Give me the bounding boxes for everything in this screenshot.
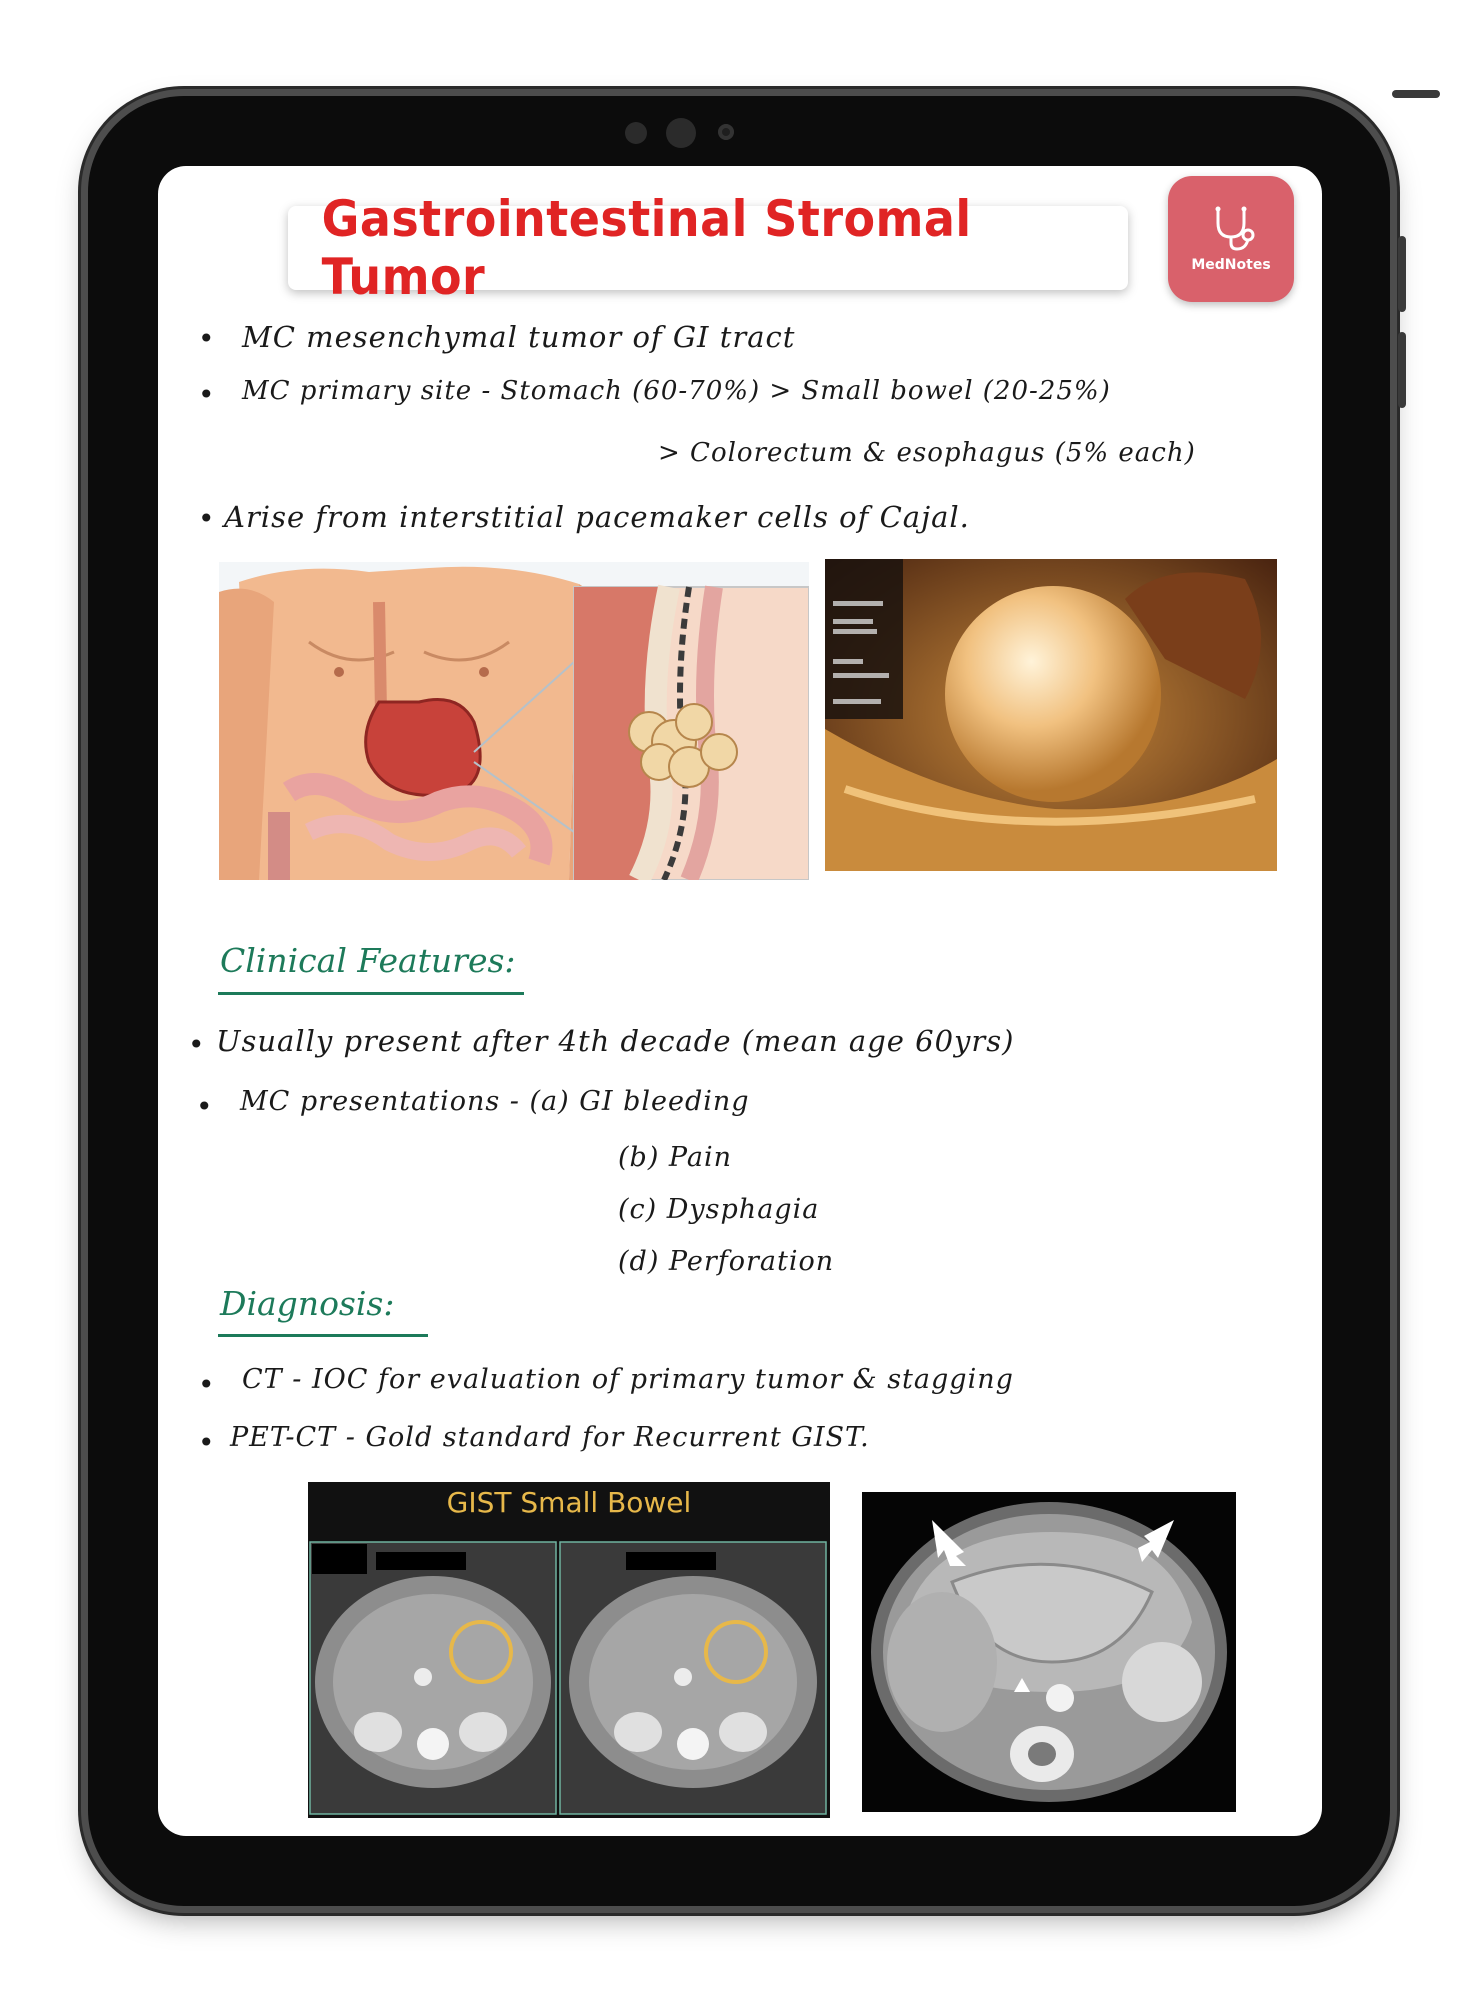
ct-small-bowel-figure bbox=[308, 1482, 830, 1818]
clinical-line-2: MC presentations - (a) GI bleeding bbox=[240, 1086, 750, 1117]
bullet: • bbox=[198, 502, 215, 535]
clinical-line-5: (d) Perforation bbox=[618, 1246, 835, 1277]
tablet-frame bbox=[88, 96, 1390, 1906]
page-title: Gastrointestinal Stromal Tumor bbox=[321, 190, 972, 306]
intro-line-2: MC primary site - Stomach (60-70%) > Small bowel (20-25%) bbox=[242, 376, 1111, 406]
intro-line-4: Arise from interstitial pacemaker cells of Cajal. bbox=[224, 500, 970, 534]
volume-up-button bbox=[1398, 236, 1406, 312]
stethoscope-icon bbox=[1204, 205, 1258, 253]
diagnosis-line-2: PET-CT - Gold standard for Recurrent GIST. bbox=[230, 1422, 870, 1453]
ct-figure-title: GIST Small Bowel bbox=[446, 1486, 692, 1519]
bullet: • bbox=[198, 1368, 215, 1401]
intro-line-3: > Colorectum & esophagus (5% each) bbox=[658, 438, 1196, 468]
mednotes-logo bbox=[1168, 176, 1294, 302]
diagnosis-underline bbox=[218, 1334, 428, 1337]
clinical-line-1: Usually present after 4th decade (mean age 60yrs) bbox=[216, 1024, 1015, 1058]
bullet: • bbox=[198, 378, 215, 411]
bullet: • bbox=[188, 1028, 205, 1061]
logo-label: MedNotes bbox=[1191, 257, 1271, 273]
endoscopy-image bbox=[825, 559, 1277, 871]
abdominal-ct-figure bbox=[862, 1492, 1236, 1812]
title-banner bbox=[288, 190, 1128, 306]
tablet-screen bbox=[158, 166, 1322, 1836]
bullet: • bbox=[198, 1426, 215, 1459]
volume-down-button bbox=[1398, 332, 1406, 408]
ct-panel-left bbox=[310, 1542, 556, 1814]
bullet: • bbox=[196, 1090, 213, 1123]
clinical-line-4: (c) Dysphagia bbox=[618, 1194, 820, 1225]
camera-lens bbox=[718, 124, 734, 140]
diagnosis-line-1: CT - IOC for evaluation of primary tumor & stagging bbox=[242, 1364, 1014, 1395]
intro-line-1: MC mesenchymal tumor of GI tract bbox=[242, 320, 796, 354]
clinical-line-3: (b) Pain bbox=[618, 1142, 733, 1173]
clinical-heading: Clinical Features: bbox=[220, 941, 516, 980]
bullet: • bbox=[198, 322, 215, 355]
anatomy-illustration bbox=[219, 562, 809, 880]
sensor-dot bbox=[625, 122, 647, 144]
ct-panel-right bbox=[560, 1542, 826, 1814]
front-camera bbox=[666, 118, 696, 148]
top-button bbox=[1392, 90, 1440, 98]
clinical-underline bbox=[218, 992, 524, 995]
diagnosis-heading: Diagnosis: bbox=[220, 1284, 395, 1323]
